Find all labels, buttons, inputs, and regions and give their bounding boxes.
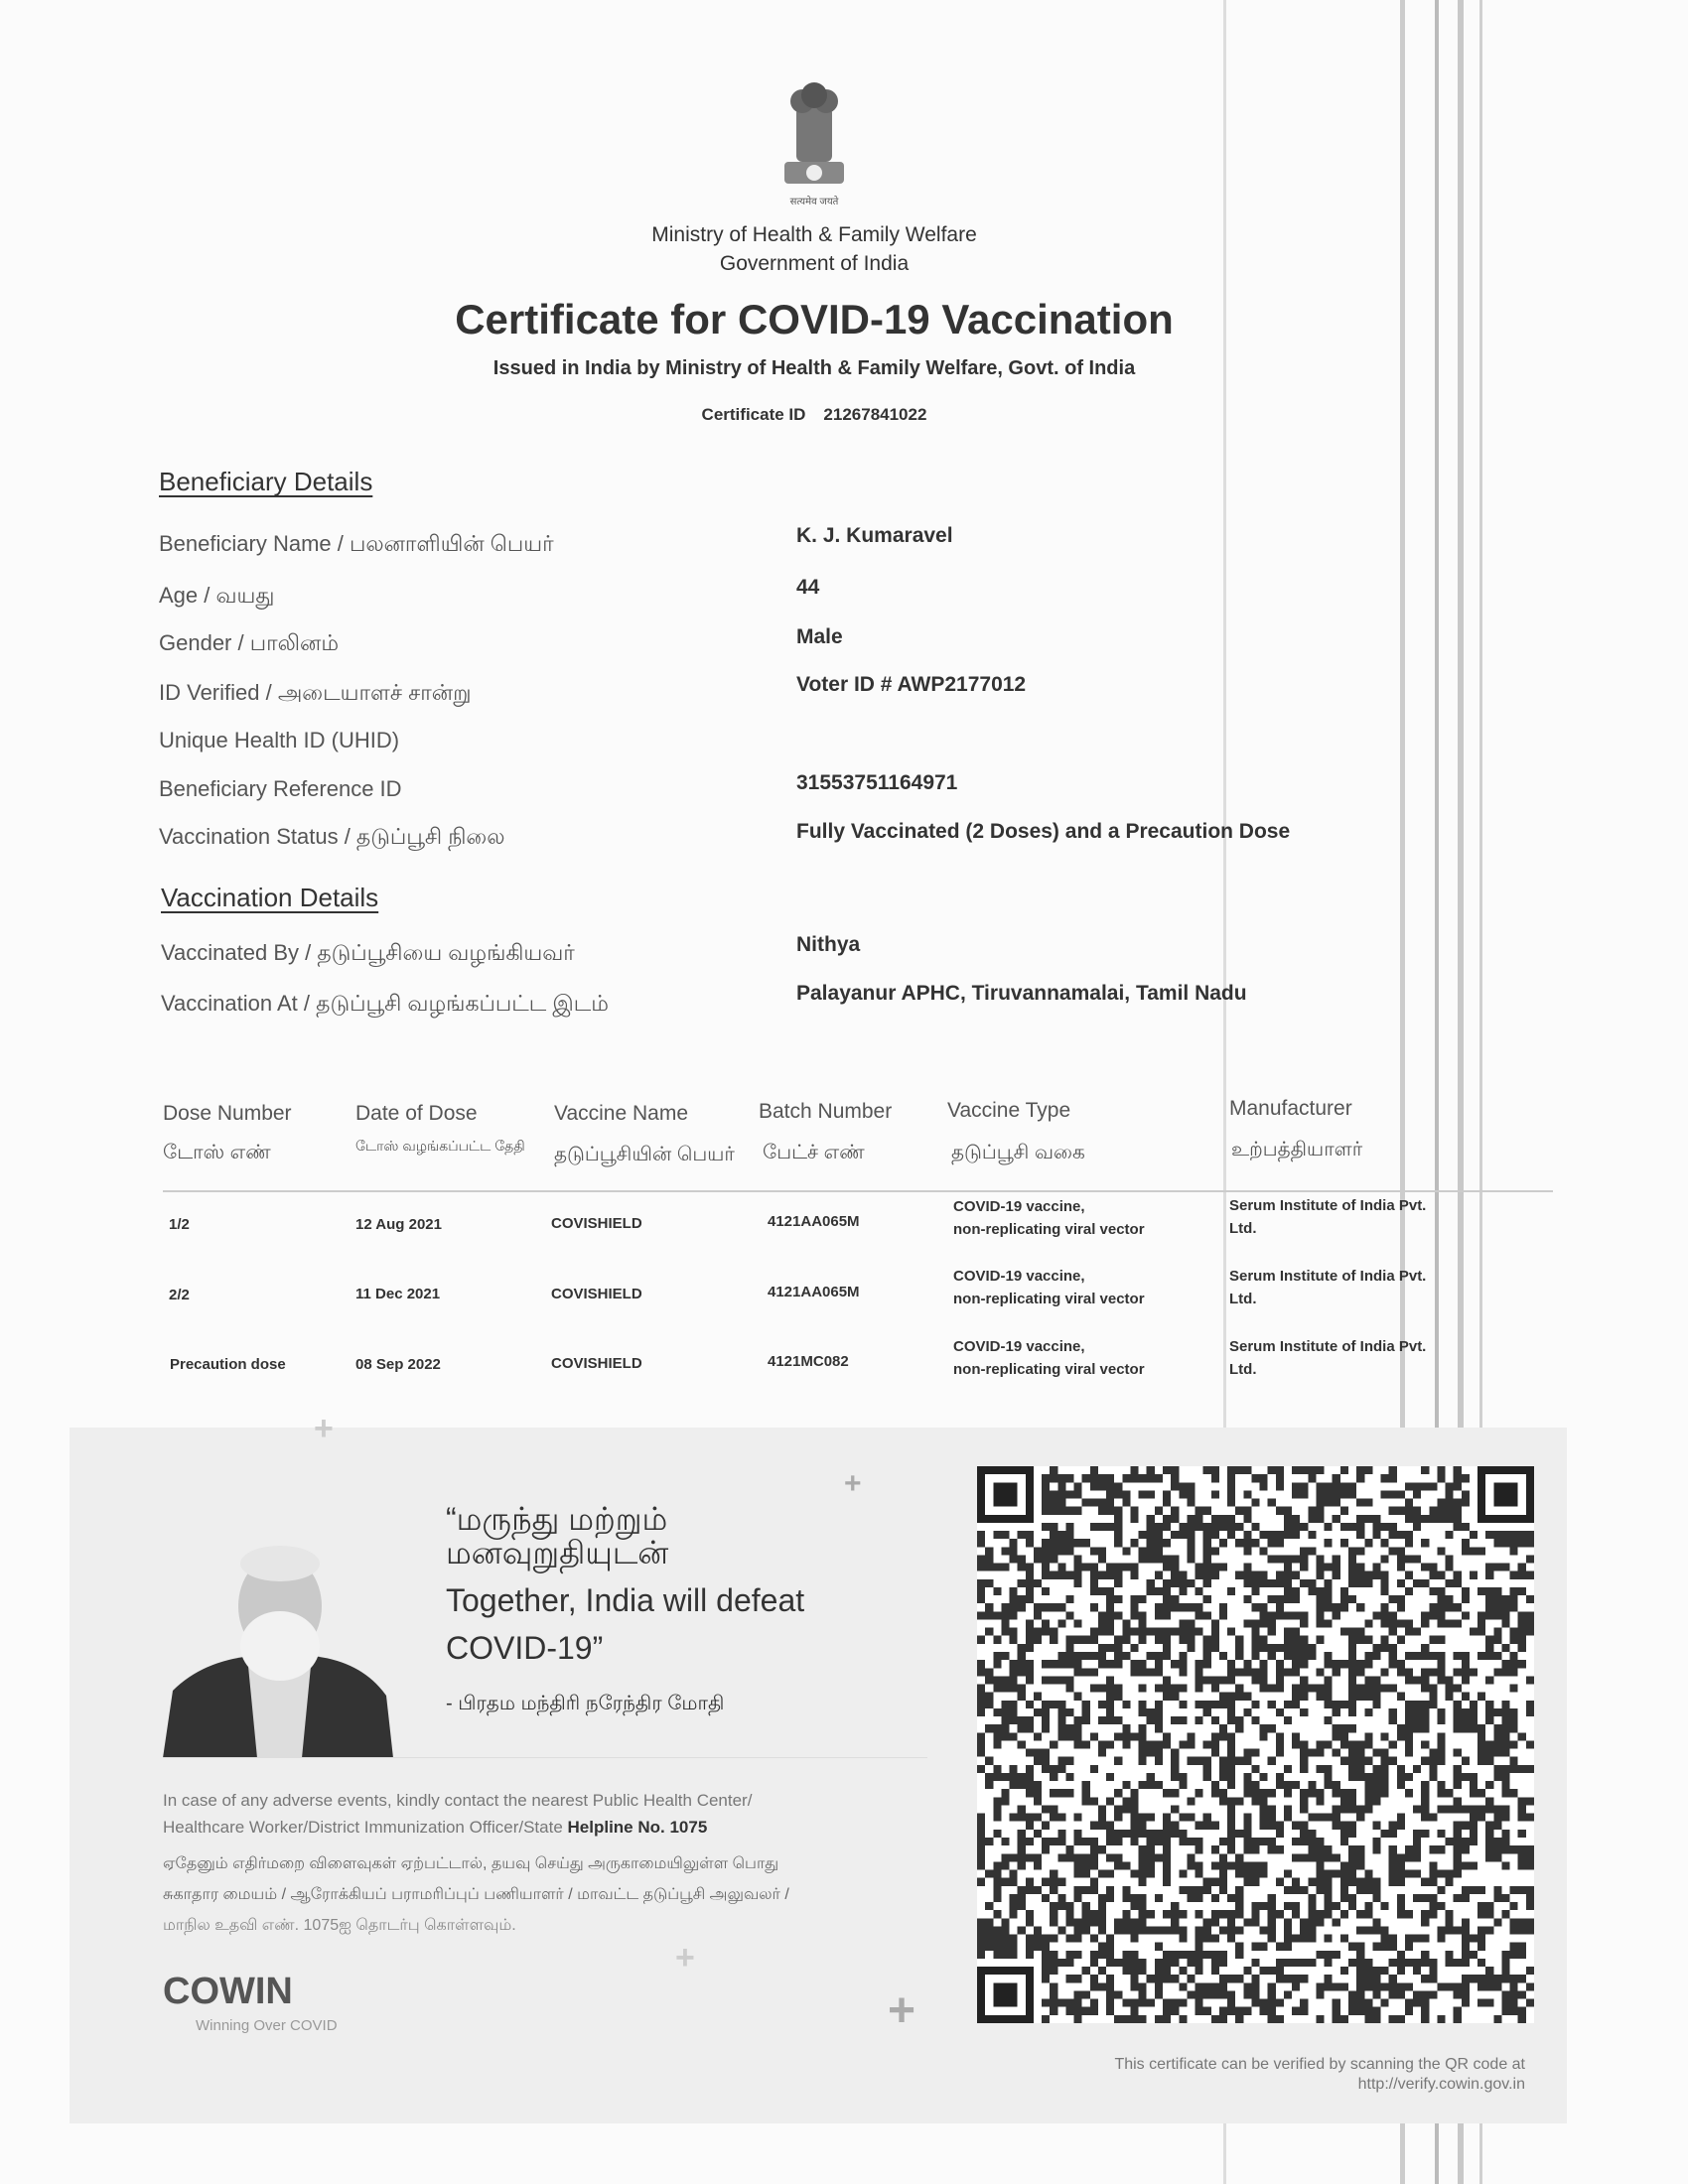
beneficiary-name: K. J. Kumaravel <box>796 524 953 547</box>
column-header-ta: உற்பத்தியாளர் <box>1231 1139 1363 1160</box>
manufacturer-line: Serum Institute of India Pvt. <box>1229 1197 1427 1214</box>
info-line: சுகாதார மையம் / ஆரோக்கியப் பராமரிப்புப் பணியாளர் / மாவட்ட தடுப்பூசி அலுவலர் / <box>163 1886 789 1903</box>
cowin-tagline: Winning Over COVID <box>196 2017 338 2034</box>
column-header-ta: தடுப்பூசியின் பெயர் <box>554 1144 735 1165</box>
batch-number: 4121AA065M <box>768 1284 860 1300</box>
manufacturer <box>1229 1265 1426 1310</box>
vaccine-name: COVISHIELD <box>551 1286 642 1302</box>
vaccine-type <box>953 1265 1145 1310</box>
certificate-id-label: Certificate ID <box>701 405 806 424</box>
id-verified-value: Voter ID # AWP2177012 <box>796 673 1027 696</box>
quote-line: COVID-19” <box>446 1630 604 1666</box>
certificate-id-value: 21267841022 <box>823 405 927 424</box>
vaccination-status-value: Fully Vaccinated (2 Doses) and a Precaution Dose <box>796 820 1291 843</box>
divider <box>163 1757 927 1758</box>
national-emblem-icon <box>774 77 854 211</box>
manufacturer-line: Serum Institute of India Pvt. <box>1229 1268 1427 1285</box>
info-line: Healthcare Worker/District Immunization Officer/State <box>163 1818 563 1837</box>
verification-qr-code[interactable] <box>971 1466 1540 2023</box>
prime-minister-photo <box>163 1532 393 1758</box>
page-title: Certificate for COVID-19 Vaccination <box>455 296 1174 342</box>
dose-number: Precaution dose <box>170 1356 286 1373</box>
vaccine-type-line: non-replicating viral vector <box>953 1221 1145 1238</box>
helpline-number: Helpline No. 1075 <box>567 1818 708 1837</box>
plus-decoration-icon: + <box>844 1467 862 1500</box>
field-label: Beneficiary Name / பலனாளியின் பெயர் <box>159 531 554 556</box>
dose-number: 1/2 <box>169 1216 190 1233</box>
plus-decoration-icon: + <box>314 1410 334 1447</box>
batch-number: 4121MC082 <box>768 1353 849 1370</box>
info-line: ஏதேனும் எதிர்மறை விளைவுகள் ஏற்பட்டால், தயவு செய்து அருகாமையிலுள்ள பொது <box>163 1855 779 1872</box>
ministry-name <box>0 220 1628 278</box>
svg-text:सत्यमेव जयते: सत्यमेव जयते <box>789 197 839 207</box>
quote <box>446 1499 804 1668</box>
column-header: Vaccine Name <box>554 1102 689 1125</box>
field-label: Vaccination At / தடுப்பூசி வழங்கப்பட்ட இடம் <box>161 991 609 1016</box>
info-line: In case of any adverse events, kindly contact the nearest Public Health Center/ <box>163 1791 753 1810</box>
dose-number: 2/2 <box>169 1287 190 1303</box>
field-label: Unique Health ID (UHID) <box>159 728 400 752</box>
ministry-line: Ministry of Health & Family Welfare <box>651 223 977 246</box>
info-line: மாநில உதவி எண். 1075ஐ தொடர்பு கொள்ளவும். <box>163 1917 516 1934</box>
vaccine-name: COVISHIELD <box>551 1215 642 1232</box>
certificate-id <box>0 405 1628 425</box>
quote-attribution: - பிரதம மந்திரி நரேந்திர மோதி <box>446 1693 725 1714</box>
issued-by: Issued in India by Ministry of Health & Family Welfare, Govt. of India <box>492 357 1136 379</box>
manufacturer <box>1229 1194 1426 1240</box>
beneficiary-heading: Beneficiary Details <box>159 467 373 496</box>
field-label: Beneficiary Reference ID <box>159 776 402 801</box>
vaccine-type-line: COVID-19 vaccine, <box>953 1198 1085 1215</box>
field-label: ID Verified / அடையாளச் சான்று <box>159 680 472 705</box>
column-header: Batch Number <box>759 1100 893 1123</box>
plus-decoration-icon: + <box>888 1984 916 2037</box>
column-header: Dose Number <box>163 1102 292 1125</box>
column-header: Date of Dose <box>355 1102 478 1125</box>
quote-line: மனவுறுதியுடன் <box>446 1535 669 1570</box>
gender-value: Male <box>796 625 843 648</box>
vaccine-type-line: non-replicating viral vector <box>953 1361 1145 1378</box>
quote-line: Together, India will defeat <box>446 1582 805 1618</box>
manufacturer-line: Serum Institute of India Pvt. <box>1229 1338 1427 1355</box>
manufacturer-line: Ltd. <box>1229 1361 1257 1378</box>
column-header-ta: பேட்ச் எண் <box>763 1142 865 1163</box>
vaccination-heading: Vaccination Details <box>161 883 379 912</box>
dose-date: 11 Dec 2021 <box>355 1286 441 1302</box>
adverse-events-info-ta <box>163 1848 917 1941</box>
adverse-events-info <box>163 1787 917 1841</box>
cowin-logo: COWIN <box>163 1971 293 2012</box>
vaccine-type <box>953 1195 1145 1241</box>
column-header: Manufacturer <box>1229 1097 1352 1120</box>
plus-decoration-icon: + <box>675 1939 695 1977</box>
vaccine-type <box>953 1335 1145 1381</box>
column-header: Vaccine Type <box>947 1099 1071 1122</box>
table-divider <box>163 1190 1553 1192</box>
verify-url[interactable]: http://verify.cowin.gov.in <box>1357 2076 1525 2093</box>
column-header-ta: டோஸ் எண் <box>163 1142 271 1163</box>
verify-line: This certificate can be verified by scanning the QR code at <box>1114 2056 1525 2073</box>
vaccinated-by-value: Nithya <box>796 933 861 956</box>
government-line: Government of India <box>719 252 910 275</box>
manufacturer <box>1229 1335 1426 1381</box>
field-label: Vaccination Status / தடுப்பூசி நிலை <box>159 824 505 849</box>
column-header-ta: டோஸ் வழங்கப்பட்ட தேதி <box>355 1138 525 1154</box>
batch-number: 4121AA065M <box>768 1213 860 1230</box>
column-header-ta: தடுப்பூசி வகை <box>951 1142 1085 1163</box>
vaccine-type-line: non-replicating viral vector <box>953 1291 1145 1307</box>
vaccination-at-value: Palayanur APHC, Tiruvannamalai, Tamil Nadu <box>796 982 1247 1005</box>
manufacturer-line: Ltd. <box>1229 1291 1257 1307</box>
quote-line: “மருந்து மற்றும் <box>446 1501 668 1537</box>
dose-date: 08 Sep 2022 <box>355 1356 441 1373</box>
age-value: 44 <box>796 576 820 599</box>
verification-note <box>953 2055 1525 2095</box>
field-label: Vaccinated By / தடுப்பூசியை வழங்கியவர் <box>161 940 575 965</box>
reference-id-value: 31553751164971 <box>796 771 958 794</box>
vaccine-type-line: COVID-19 vaccine, <box>953 1338 1085 1355</box>
vaccine-name: COVISHIELD <box>551 1355 642 1372</box>
field-label: Gender / பாலினம் <box>159 630 340 655</box>
field-label: Age / வயது <box>159 583 275 608</box>
vaccine-type-line: COVID-19 vaccine, <box>953 1268 1085 1285</box>
manufacturer-line: Ltd. <box>1229 1220 1257 1237</box>
dose-date: 12 Aug 2021 <box>355 1216 442 1233</box>
